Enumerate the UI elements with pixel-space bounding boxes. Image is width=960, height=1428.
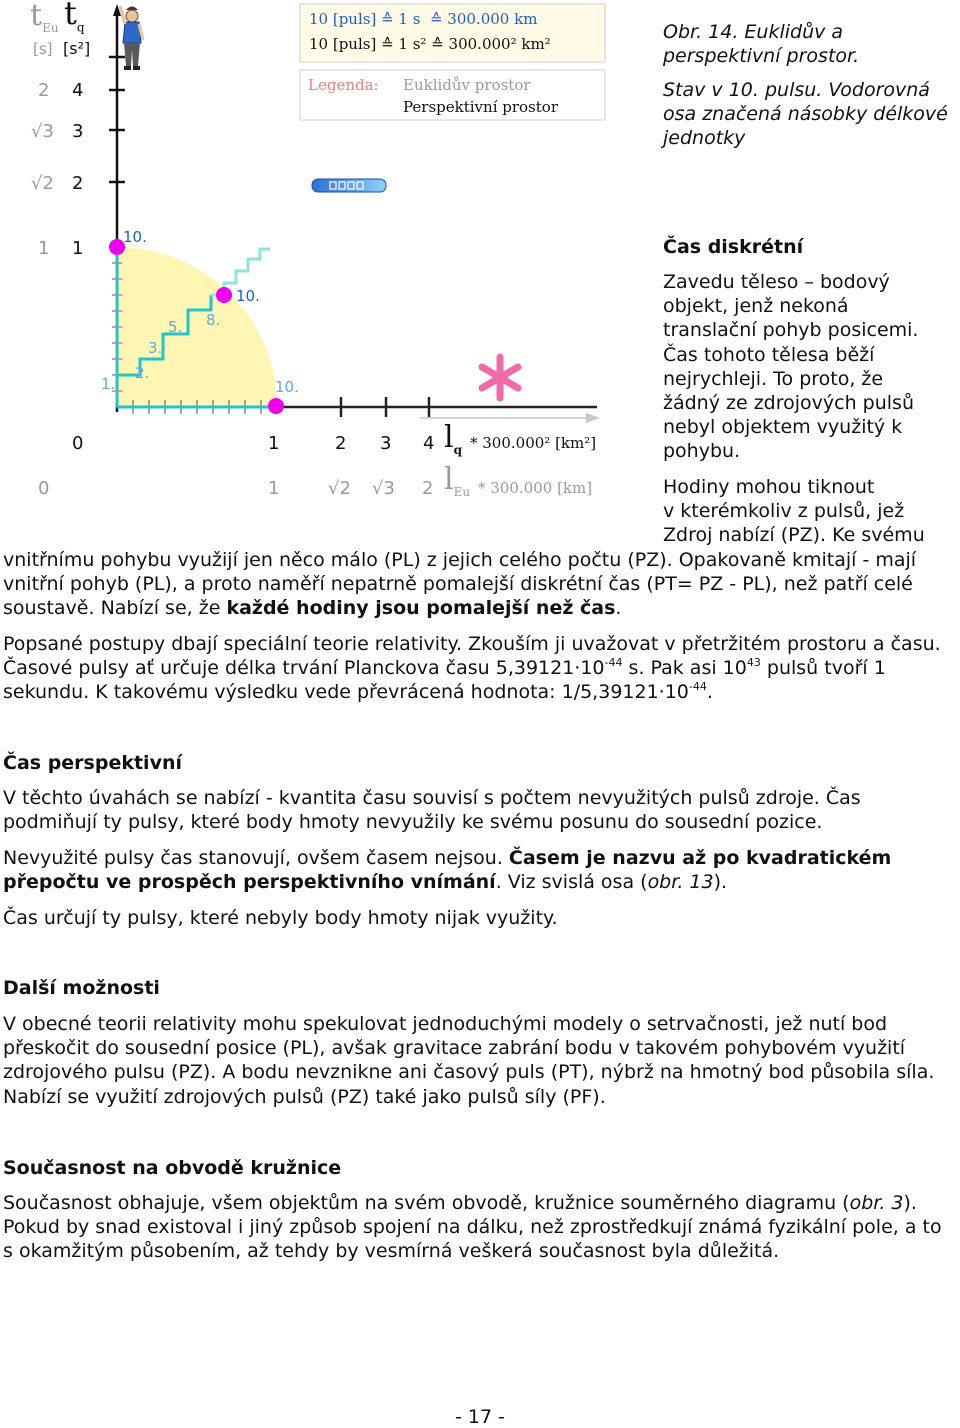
legend-perspective: Perspektivní prostor [403, 98, 558, 116]
pulse-label-5: 5. [168, 318, 183, 336]
x-tick-eu-2: 2 [422, 478, 434, 499]
present-paragraph-1: Současnost obhajuje, všem objektům na svém obvodě, kružnice souměrného diagramu (obr. 3). Pokud by snad existoval i jiný způsob spojení na dálku, než zprostředkují známá fyzikální pole, a to s okamžitým působením, až tehdy by vesmírná veškerá současnost byla důležitá. [3, 1192, 942, 1263]
l-eu-label: $l_{Eu}$ [444, 462, 471, 499]
y-tick-eu-sqrt2: √2 [31, 173, 54, 194]
units-row-1: 10 [puls] ≙ 1 s ≙ 300.000 km [309, 10, 538, 28]
discrete-p2-line-1: Hodiny mohou tiknout [663, 476, 875, 498]
x-tick-eu-0: 0 [38, 478, 50, 499]
heading-discrete-time: Čas diskrétní [663, 236, 804, 258]
figure-caption [663, 20, 959, 150]
point-horizontal-10 [268, 398, 284, 414]
perspective-area [117, 247, 277, 407]
unit-s: [s] [33, 40, 53, 58]
l-q-multiplier: * 300.000² [km²] [470, 434, 597, 452]
y-tick-q-0: 0 [72, 433, 84, 454]
pulse-label-1: 1. [101, 375, 116, 393]
pulse-label-mid-10: 10. [236, 287, 260, 305]
pulse-label-2: 2. [135, 364, 150, 382]
t-eu-label: $t_{Eu}$ [30, 0, 59, 35]
discrete-paragraph-3: Popsané postupy dbají speciální teorie relativity. Zkouším ji uvažovat v přetržitém prostoru a času. Časové pulsy ať určuje délka trvání Planckova času $5,39121\cdot 10^{-44}$ s. Pak asi $10^{43}$ pulsů tvoří 1 sekundu. K takovému výsledku vede převrácená hodnota: $1/5,39121\cdot 10^{-44}$. [3, 633, 941, 704]
caption-line-1: Obr. 14. Euklidův a perspektivní prostor. [663, 21, 860, 67]
observer-person-icon [120, 6, 143, 70]
other-paragraph-1: V obecné teorii relativity mohu spekulovat jednoduchými modely o setrvačnosti, jež nutí bod přeskočit do sousední posice (PL), avšak gravitace zabrání bodu v takovém pohybovém využití zdrojového pulsu (PZ). A bodu nevznikne ani časový puls (PT), nýbrž na hmotný bod působila síla. Nabízí se využití zdrojových pulsů (PZ) také jako pulsů síly (PF). [3, 1013, 935, 1108]
y-tick-q-2: 2 [72, 173, 84, 194]
x-tick-eu-sqrt3: √3 [372, 478, 395, 499]
point-diagonal-10 [216, 287, 232, 303]
discrete-emphasis: každé hodiny jsou pomalejší než čas [226, 597, 616, 620]
t-q-label: $t_q$ [64, 0, 85, 35]
discrete-paragraph-2-continued: vnitřnímu pohybu využijí jen něco málo (PL) z jejich celého počtu (PZ). Opakovaně kmitají - mají vnitřní pohyb (PL), a proto naměří nepatrně pomalejší diskrétní čas (PT= PZ - PL), než patří celé soustavě. Nabízí se, že každé hodiny jsou pomalejší než čas. [3, 549, 917, 620]
caption-line-2: Stav v 10. pulsu. Vodorovná osa značená násobky délkové jednotky [663, 79, 948, 149]
pulse-label-top-10: 10. [123, 228, 147, 246]
x-tick-q-1: 1 [268, 433, 280, 454]
pulse-label-8: 8. [206, 311, 221, 329]
perspective-paragraph-2: Nevyužité pulsy čas stanovují, ovšem časem nejsou. Časem je nazvu až po kvadratickém přepočtu ve prospěch perspektivního vnímání. Viz svislá osa (obr. 13). [3, 847, 892, 894]
discrete-p2-line-2: v kterémkoliv z pulsů, jež [663, 500, 905, 523]
x-tick-eu-1: 1 [268, 478, 280, 499]
present-figure-ref: obr. 3 [849, 1192, 904, 1214]
x-tick-q-2: 2 [335, 433, 347, 454]
x-tick-q-4: 4 [423, 433, 435, 454]
y-tick-q-4: 4 [72, 80, 84, 101]
y-tick-q-1: 1 [72, 238, 84, 259]
x-tick-eu-sqrt2: √2 [328, 478, 351, 499]
heading-perspective-time: Čas perspektivní [3, 752, 182, 774]
l-eu-multiplier: * 300.000 [km] [478, 479, 593, 497]
y-tick-eu-2: 2 [38, 80, 50, 101]
l-q-label: $l_q$ [444, 420, 462, 457]
perspective-paragraph-1: V těchto úvahách se nabízí - kvantita času souvisí s počtem nevyužitých pulsů zdroje. Čas podmiňují ty pulsy, které body hmoty nevyužily ke svému posunu do sousední pozice. [3, 787, 861, 834]
legend-label: Legenda: [308, 76, 379, 94]
units-row-2: 10 [puls] ≙ 1 s² ≙ 300.000² km² [309, 35, 551, 53]
discrete-paragraph-1: Zavedu těleso – bodový objekt, jenž nekoná translační pohyb posicemi. Čas tohoto tělesa běží nejrychleji. To proto, že žádný ze zdrojových pulsů nebyl objektem využitý k pohybu. [663, 271, 919, 463]
figure-euclid-perspective [0, 0, 650, 510]
pulse-label-3: 3. [148, 339, 163, 357]
discrete-p2-line-3: Zdroj nabízí (PZ). Ke svému [663, 524, 925, 547]
page-number: - 17 - [455, 1406, 505, 1428]
x-tick-q-3: 3 [380, 433, 392, 454]
y-tick-q-3: 3 [72, 121, 84, 142]
y-tick-eu-1: 1 [38, 238, 50, 259]
heading-other-options: Další možnosti [3, 977, 160, 999]
discrete-paragraph-2-start [663, 475, 953, 548]
heading-present: Současnost na obvodě kružnice [3, 1157, 342, 1179]
perspective-figure-ref: obr. 13 [647, 871, 714, 894]
perspective-emphasis: Časem je nazvu až po kvadratickém přepočtu ve prospěch perspektivního vnímání [3, 847, 892, 894]
y-tick-eu-sqrt3: √3 [31, 121, 54, 142]
asterisk-mark [482, 357, 518, 398]
unit-s2: [s²] [63, 39, 91, 58]
capsule-clock-icon [312, 179, 386, 192]
legend-euclid: Euklidův prostor [403, 76, 531, 94]
pulse-label-right-10: 10. [275, 378, 299, 396]
perspective-paragraph-3: Čas určují ty pulsy, které nebyly body hmoty nijak využity. [3, 907, 558, 929]
